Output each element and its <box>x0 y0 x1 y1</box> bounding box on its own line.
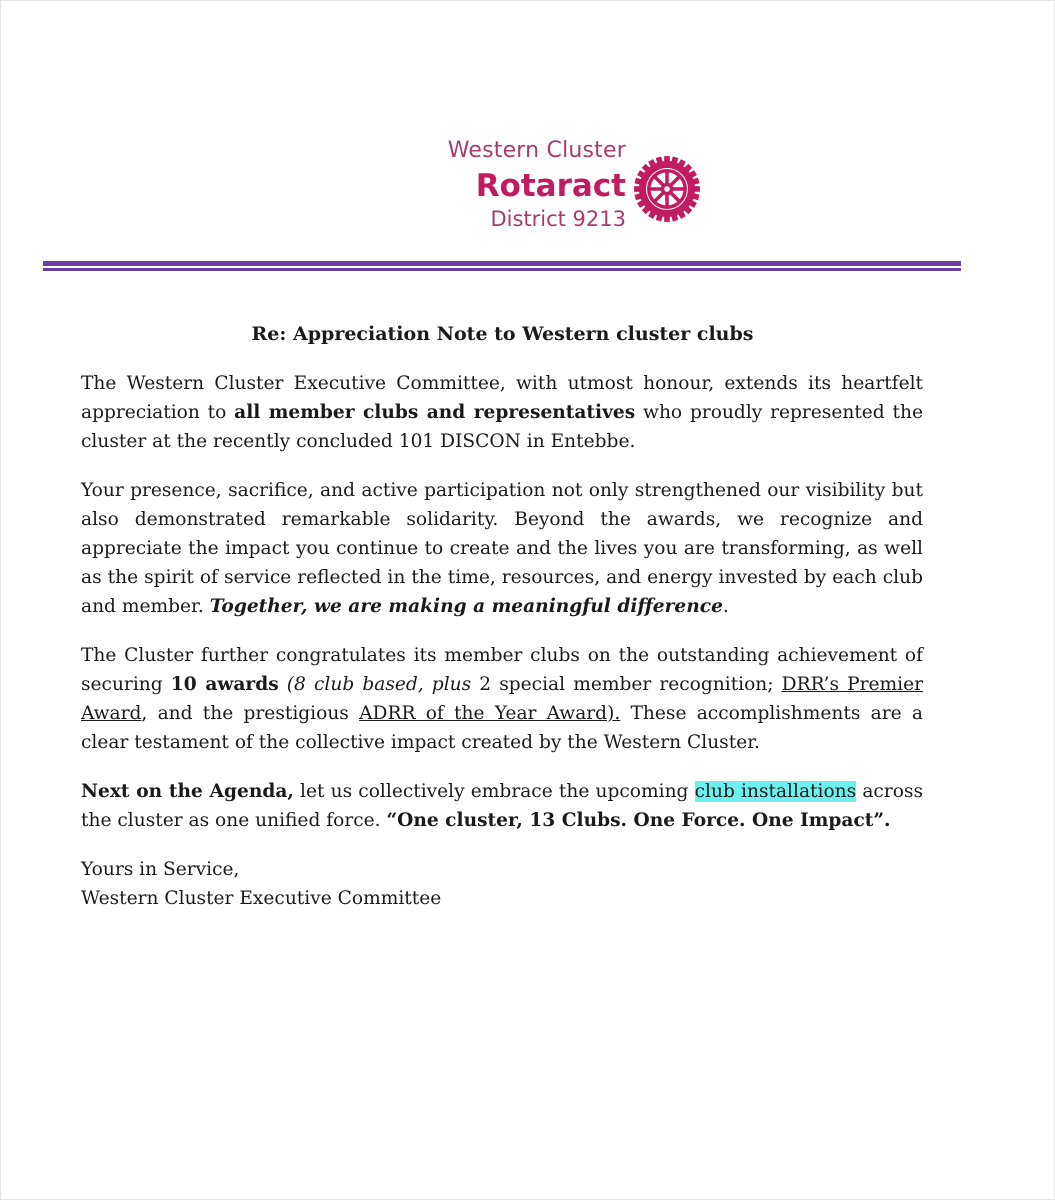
letter-body <box>81 369 923 913</box>
letterhead-cluster-name: Western Cluster <box>447 138 626 163</box>
rotary-wheel-icon <box>632 154 702 224</box>
p4-highlighted-text: club installations <box>694 781 857 802</box>
p1-bold: all member clubs and representatives <box>234 402 636 423</box>
letterhead-district: District 9213 <box>490 207 626 231</box>
p3-text: The Cluster further congratulates its member clubs on the outstanding achievement of securing <box>81 645 923 695</box>
signoff <box>81 855 923 913</box>
paragraph-2 <box>81 476 923 621</box>
header-divider-thick <box>43 261 961 266</box>
p3-italic: (8 club based, plus <box>278 674 480 695</box>
letter-subject: Re: Appreciation Note to Western cluster clubs <box>251 323 754 345</box>
header-divider-thin <box>43 268 961 271</box>
p1-text: The Western Cluster Executive Committee, with utmost honour, extends its heartfelt appreciation to <box>81 373 923 423</box>
p3-text-end: These accomplishments are a clear testament of the collective impact created by the Western Cluster. <box>81 703 923 753</box>
p2-text: Your presence, sacrifice, and active participation not only strengthened our visibility but also demonstrated remarkable solidarity. Beyond the awards, we recognize and appreciate the impact you continue to create and the lives you are transforming, as well as the spirit of service reflected in the time, resources, and energy invested by each club and member. <box>81 480 923 617</box>
p3-drr-award: DRR’s Premier Award <box>81 674 923 724</box>
p2-text-end: . <box>722 596 729 617</box>
letterhead-rotaract-wordmark: Rotaract <box>475 168 626 204</box>
p4-text: let us collectively embrace the upcoming <box>293 781 695 802</box>
signoff-closing: Yours in Service, <box>81 859 240 880</box>
p2-bold-italic: Together, we are making a meaningful difference <box>209 596 723 617</box>
paragraph-4 <box>81 777 923 835</box>
p3-adrr-award: ADRR of the Year Award <box>359 703 608 724</box>
signoff-signatory: Western Cluster Executive Committee <box>81 888 442 909</box>
p4-bold-lead: Next on the Agenda, <box>81 781 294 802</box>
p3-awards-count: 10 awards <box>170 674 279 695</box>
p1-text-end: who proudly represented the cluster at the recently concluded 101 DISCON in Entebbe. <box>81 402 923 452</box>
letterhead <box>420 134 720 244</box>
p3-close-paren: ). <box>607 703 621 724</box>
paragraph-1 <box>81 369 923 456</box>
letterhead-text <box>420 134 626 234</box>
p4-slogan: “One cluster, 13 Clubs. One Force. One Impact”. <box>386 810 891 831</box>
p4-text-2: across the cluster as one unified force. <box>81 781 924 831</box>
p3-special: 2 special member recognition; <box>479 674 782 695</box>
p3-and: , and the prestigious <box>141 703 360 724</box>
paragraph-3 <box>81 641 923 757</box>
